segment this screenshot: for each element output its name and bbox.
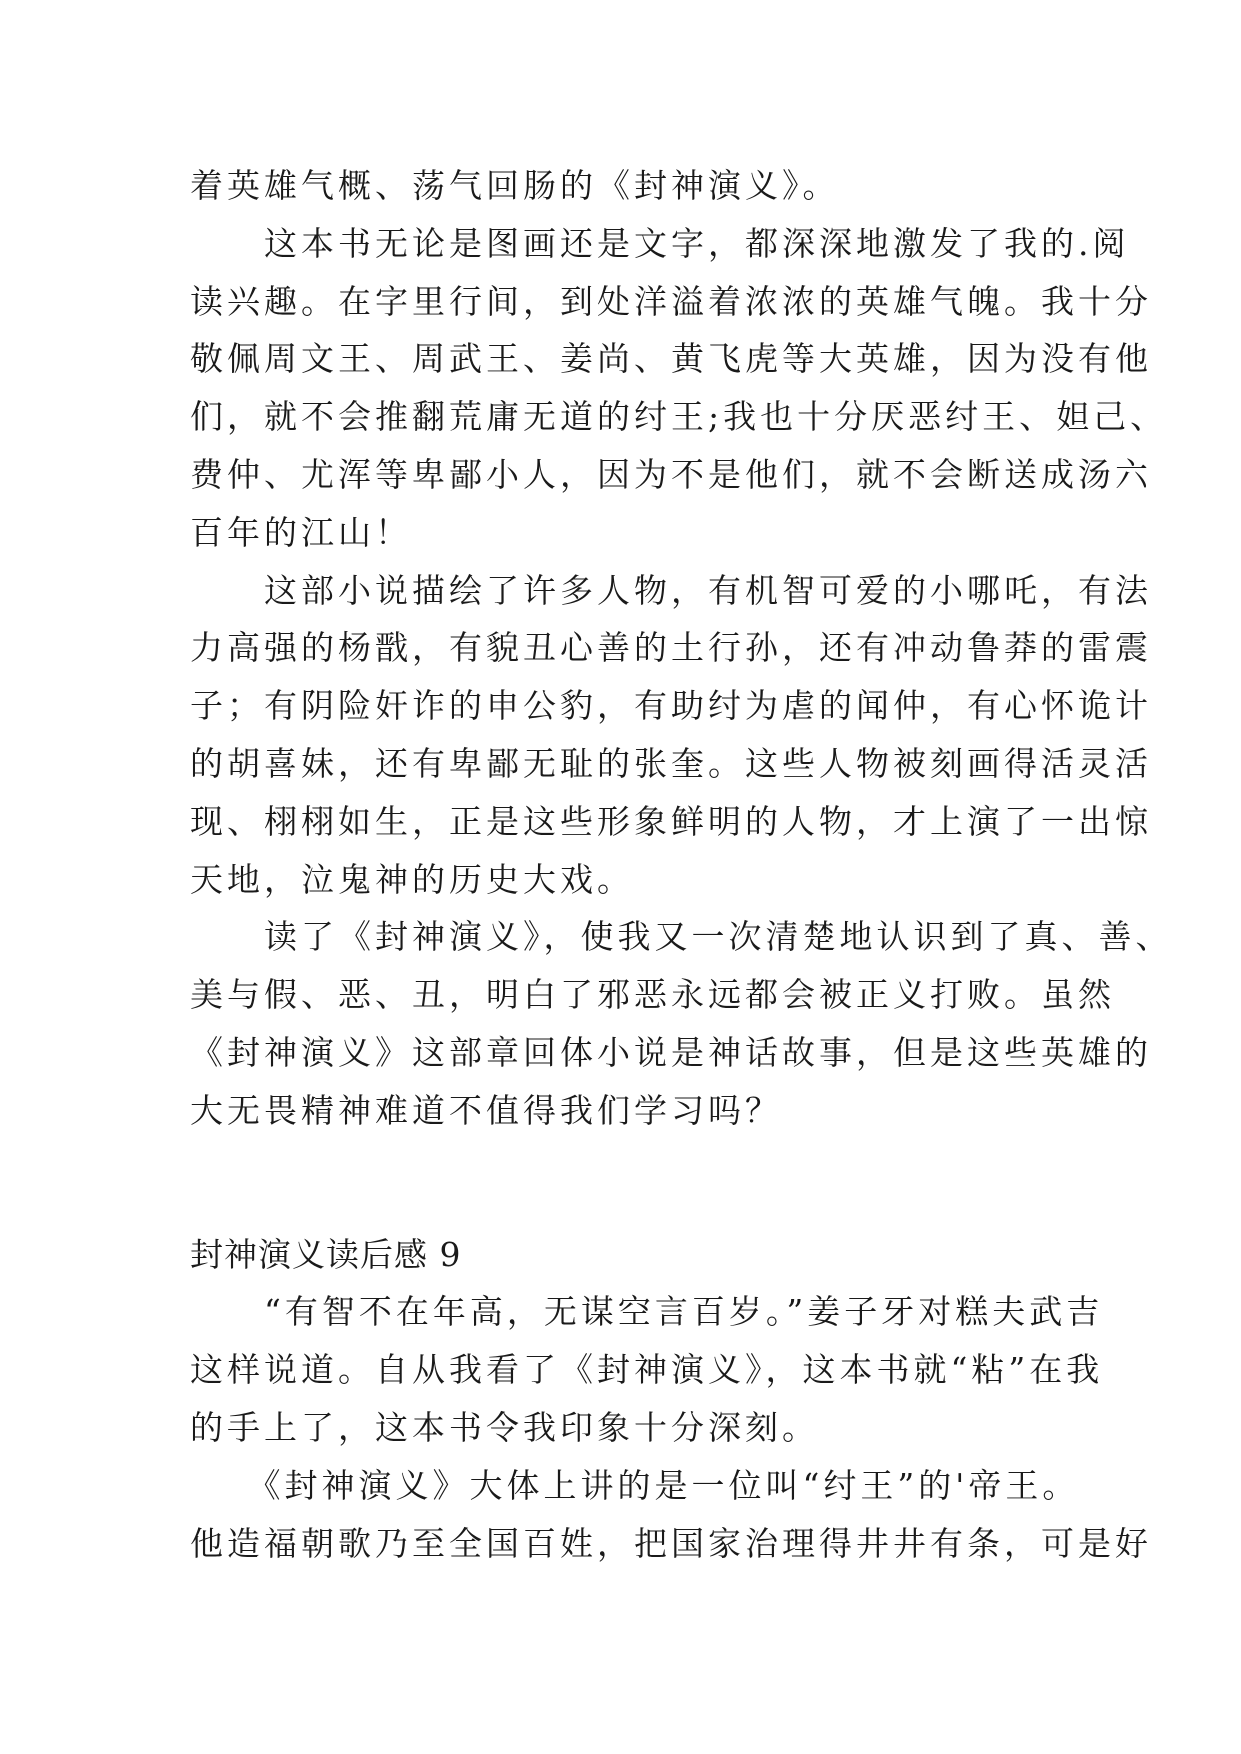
text-line: 费仲、尤浑等卑鄙小人，因为不是他们，就不会断送成汤六 [190, 454, 1152, 494]
text-line: 大无畏精神难道不值得我们学习吗？ [190, 1090, 782, 1130]
text-line: 们，就不会推翻荒庸无道的纣王;我也十分厌恶纣王、妲己、 [190, 397, 1168, 437]
text-line: 《封神演义》大体上讲的是一位叫“纣王”的'帝王。 [190, 1465, 1080, 1505]
text-line: 现、栩栩如生，正是这些形象鲜明的人物，才上演了一出惊 [190, 801, 1152, 841]
text-line: 《封神演义》这部章回体小说是神话故事，但是这些英雄的 [190, 1032, 1152, 1072]
text-line: 他造福朝歌乃至全国百姓，把国家治理得井井有条，可是好 [190, 1523, 1152, 1563]
text-line: 力高强的杨戬，有貌丑心善的土行孙，还有冲动鲁莽的雷震 [190, 628, 1152, 668]
text-line: 这本书无论是图画还是文字，都深深地激发了我的.阅 [190, 223, 1130, 263]
section-heading: 封神演义读后感 9 [190, 1234, 462, 1274]
section-spacer [190, 1140, 1070, 1226]
text-line: 着英雄气概、荡气回肠的《封神演义》。 [190, 166, 840, 205]
text-line: 子；有阴险奸诈的申公豹，有助纣为虐的闻仲，有心怀诡计 [190, 686, 1152, 726]
text-line: 的手上了，这本书令我印象十分深刻。 [190, 1407, 819, 1447]
text-line: 读兴趣。在字里行间，到处洋溢着浓浓的英雄气魄。我十分 [190, 281, 1152, 321]
text-line: 的胡喜妹，还有卑鄙无耻的张奎。这些人物被刻画得活灵活 [190, 743, 1152, 783]
text-line: 读了《封神演义》，使我又一次清楚地认识到了真、善、 [190, 917, 1173, 957]
text-line: 天地，泣鬼神的历史大戏。 [190, 859, 634, 899]
document-body [190, 157, 1173, 1572]
text-line: 这部小说描绘了许多人物，有机智可爱的小哪吒，有法 [190, 570, 1152, 610]
text-line: “有智不在年高，无谋空言百岁。”姜子牙对糕夫武吉 [190, 1292, 1104, 1332]
text-line: 这样说道。自从我看了《封神演义》，这本书就“粘”在我 [190, 1350, 1104, 1390]
text-line: 百年的江山！ [190, 512, 412, 552]
text-line: 美与假、恶、丑，明白了邪恶永远都会被正义打败。虽然 [190, 975, 1115, 1015]
text-line: 敬佩周文王、周武王、姜尚、黄飞虎等大英雄，因为没有他 [190, 339, 1152, 379]
